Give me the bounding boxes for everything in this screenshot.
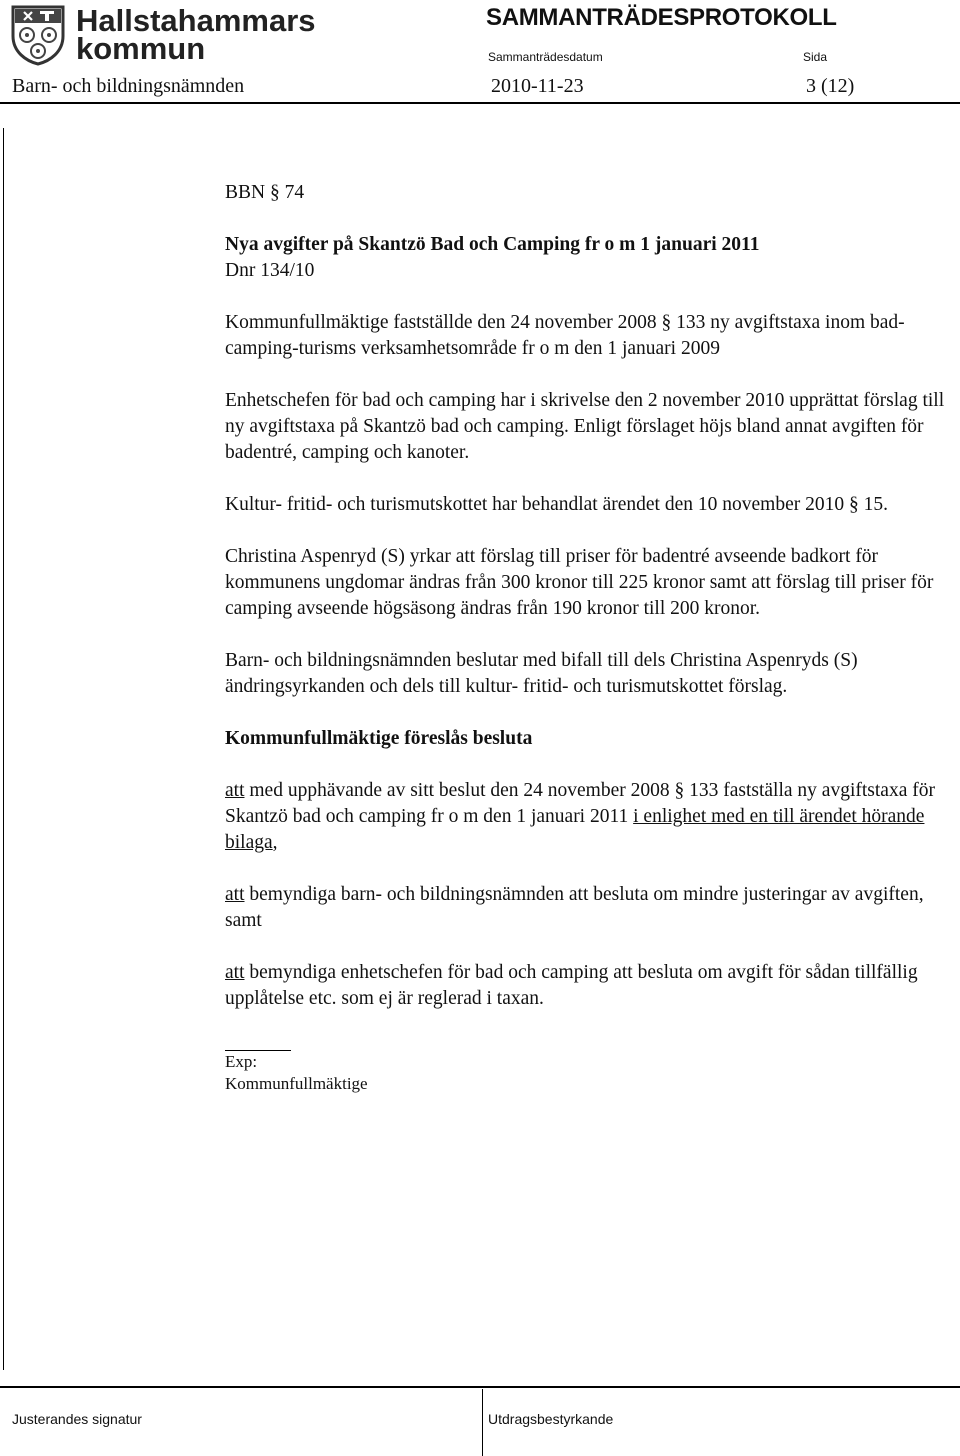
diary-number: Dnr 134/10 xyxy=(225,260,315,281)
header-divider xyxy=(0,102,960,104)
signature-label: Justerandes signatur xyxy=(12,1411,142,1427)
municipality-logo xyxy=(10,3,316,66)
meeting-date: 2010-11-23 xyxy=(491,75,584,97)
motion-paragraph: Christina Aspenryd (S) yrkar att förslag till priser för badentré avseende badkort för kommunens ungdomar ändras från 300 kronor till 225 kronor samt att förslag till priser för camping avseende högsäsong ändras från 190 kronor till 200 kronor. xyxy=(225,546,934,619)
distribution-recipient: Kommunfullmäktige xyxy=(225,1074,368,1093)
document-type: SAMMANTRÄDESPROTOKOLL xyxy=(486,4,837,31)
page-label: Sida xyxy=(803,50,828,64)
logo-text-line1: Hallstahammars xyxy=(76,3,316,38)
footer-divider xyxy=(0,1386,960,1388)
att-keyword: att xyxy=(225,884,245,905)
coat-of-arms-icon xyxy=(10,4,66,66)
item-title: Nya avgifter på Skantzö Bad och Camping fr o m 1 januari 2011 xyxy=(225,234,760,255)
decision-heading: Kommunfullmäktige föreslås besluta xyxy=(225,728,533,749)
decision-underlined-text: i enlighet med en till ärendet hörande bilaga xyxy=(225,806,925,853)
decision-text: med upphävande av sitt beslut den 24 november 2008 § 133 fastställa ny avgiftstaxa för Skantzö bad och camping fr o m den 1 januari 2011 xyxy=(225,780,935,827)
meeting-date-label: Sammanträdesdatum xyxy=(488,50,603,64)
proposal-paragraph: Enhetschefen för bad och camping har i skrivelse den 2 november 2010 upprättat förslag till ny avgiftstaxa på Skantzö bad och camping. Enligt förslaget höjs bland annat avgiften för badentré, camping och kanoter. xyxy=(225,390,945,463)
decision-text-end: , xyxy=(272,832,278,853)
paragraph-number: BBN § 74 xyxy=(225,182,305,203)
decision-item xyxy=(225,960,950,1012)
committee-paragraph: Kultur- fritid- och turismutskottet har behandlat ärendet den 10 november 2010 § 15. xyxy=(225,494,888,515)
distribution-label: Exp: xyxy=(225,1052,258,1071)
footer-separator xyxy=(482,1389,483,1456)
margin-line xyxy=(3,128,4,1370)
att-keyword: att xyxy=(225,962,245,983)
decision-paragraph: Barn- och bildningsnämnden beslutar med bifall till dels Christina Aspenryds (S) ändringsyrkanden och dels till kultur- fritid- och turismutskottet förslag. xyxy=(225,650,858,697)
logo-text-line2: kommun xyxy=(76,31,206,66)
decision-text: bemyndiga enhetschefen för bad och camping att besluta om avgift för sådan tillfällig upplåtelse etc. som ej är reglerad i taxan. xyxy=(225,962,918,1009)
att-keyword: att xyxy=(225,780,245,801)
committee-name: Barn- och bildningsnämnden xyxy=(12,75,245,97)
page-number: 3 (12) xyxy=(806,75,855,97)
decision-item xyxy=(225,778,950,856)
background-paragraph: Kommunfullmäktige fastställde den 24 november 2008 § 133 ny avgiftstaxa inom bad-camping-turisms verksamhetsområde fr o m den 1 januari 2009 xyxy=(225,312,905,359)
decision-item xyxy=(225,882,950,934)
decision-text: bemyndiga barn- och bildningsnämnden att besluta om mindre justeringar av avgiften, samt xyxy=(225,884,924,931)
protocol-content xyxy=(225,180,950,1095)
certified-label: Utdragsbestyrkande xyxy=(488,1411,614,1427)
